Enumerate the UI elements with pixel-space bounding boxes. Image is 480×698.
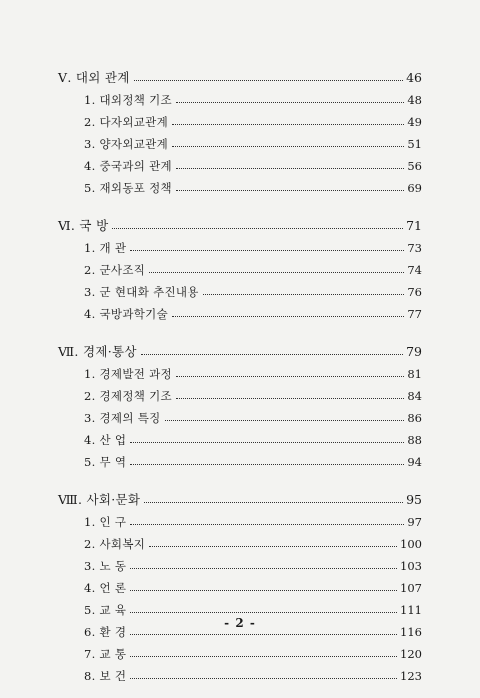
- dot-leader: [130, 441, 404, 443]
- dot-leader: [176, 375, 404, 377]
- entry-page: 49: [407, 115, 422, 129]
- toc-section-heading: [58, 62, 422, 85]
- section-page: 95: [406, 492, 422, 507]
- dot-leader: [130, 463, 404, 465]
- dot-leader: [130, 677, 397, 679]
- entry-title: 6. 환 경: [84, 625, 127, 639]
- dot-leader: [176, 101, 404, 103]
- dot-leader: [149, 545, 397, 547]
- table-of-contents: [58, 62, 422, 698]
- toc-entry: [58, 447, 422, 469]
- entry-title: 5. 재외동포 정책: [84, 181, 172, 195]
- entry-page: 73: [407, 241, 422, 255]
- dot-leader: [130, 567, 397, 569]
- toc-entry: [58, 277, 422, 299]
- toc-section: [58, 62, 422, 195]
- toc-entry: [58, 425, 422, 447]
- entry-page: 76: [407, 285, 422, 299]
- entry-title: 5. 무 역: [84, 455, 127, 469]
- toc-entry: [58, 403, 422, 425]
- entry-page: 86: [407, 411, 422, 425]
- toc-entry: [58, 595, 422, 617]
- dot-leader: [165, 419, 405, 421]
- dot-leader: [112, 227, 403, 229]
- section-title: Ⅵ. 국 방: [58, 218, 109, 233]
- dot-leader: [130, 633, 397, 635]
- section-title: Ⅶ. 경제·통상: [58, 344, 137, 359]
- section-page: 46: [406, 70, 422, 85]
- dot-leader: [130, 249, 404, 251]
- entry-title: 4. 언 론: [84, 581, 127, 595]
- entry-page: 48: [407, 93, 422, 107]
- entry-page: 84: [407, 389, 422, 403]
- toc-section: [58, 336, 422, 469]
- entry-page: 123: [400, 669, 422, 683]
- dot-leader: [172, 315, 404, 317]
- entry-title: 2. 경제정책 기조: [84, 389, 172, 403]
- toc-entry: [58, 85, 422, 107]
- dot-leader: [130, 589, 397, 591]
- entry-title: 2. 사회복지: [84, 537, 146, 551]
- toc-entry: [58, 529, 422, 551]
- toc-section-heading: [58, 484, 422, 507]
- section-title: Ⅴ. 대외 관계: [58, 70, 130, 85]
- page-number: - 2 -: [224, 616, 256, 630]
- entry-page: 69: [407, 181, 422, 195]
- entry-title: 4. 중국과의 관계: [84, 159, 172, 173]
- entry-page: 94: [407, 455, 422, 469]
- toc-section: [58, 210, 422, 321]
- dot-leader: [130, 611, 397, 613]
- entry-page: 74: [407, 263, 422, 277]
- toc-section: [58, 484, 422, 683]
- entry-title: 1. 대외정책 기조: [84, 93, 172, 107]
- entry-page: 111: [400, 603, 422, 617]
- dot-leader: [203, 293, 405, 295]
- toc-entry: [58, 151, 422, 173]
- section-page: 79: [406, 344, 422, 359]
- toc-entry: [58, 661, 422, 683]
- toc-entry: [58, 107, 422, 129]
- entry-title: 3. 노 동: [84, 559, 127, 573]
- dot-leader: [176, 189, 404, 191]
- entry-title: 2. 군사조직: [84, 263, 146, 277]
- toc-entry: [58, 129, 422, 151]
- section-title: Ⅷ. 사회·문화: [58, 492, 141, 507]
- toc-entry: [58, 639, 422, 661]
- entry-title: 2. 다자외교관계: [84, 115, 168, 129]
- entry-title: 4. 국방과학기술: [84, 307, 168, 321]
- entry-title: 7. 교 통: [84, 647, 127, 661]
- entry-page: 97: [407, 515, 422, 529]
- entry-page: 56: [407, 159, 422, 173]
- entry-page: 116: [400, 625, 422, 639]
- toc-entry: [58, 573, 422, 595]
- toc-section-heading: [58, 210, 422, 233]
- toc-entry: [58, 255, 422, 277]
- dot-leader: [172, 123, 404, 125]
- entry-title: 3. 군 현대화 추진내용: [84, 285, 199, 299]
- entry-title: 5. 교 육: [84, 603, 127, 617]
- entry-title: 1. 인 구: [84, 515, 127, 529]
- toc-entry: [58, 359, 422, 381]
- entry-page: 120: [400, 647, 422, 661]
- entry-page: 103: [400, 559, 422, 573]
- entry-page: 107: [400, 581, 422, 595]
- dot-leader: [134, 79, 403, 81]
- toc-entry: [58, 551, 422, 573]
- entry-title: 4. 산 업: [84, 433, 127, 447]
- toc-entry: [58, 233, 422, 255]
- entry-page: 51: [407, 137, 422, 151]
- dot-leader: [172, 145, 404, 147]
- toc-entry: [58, 507, 422, 529]
- entry-title: 3. 경제의 특징: [84, 411, 161, 425]
- section-page: 71: [406, 218, 422, 233]
- dot-leader: [149, 271, 404, 273]
- entry-page: 77: [407, 307, 422, 321]
- entry-page: 88: [407, 433, 422, 447]
- dot-leader: [130, 523, 404, 525]
- dot-leader: [141, 353, 403, 355]
- entry-page: 100: [400, 537, 422, 551]
- entry-title: 1. 경제발전 과정: [84, 367, 172, 381]
- toc-section-heading: [58, 336, 422, 359]
- entry-title: 1. 개 관: [84, 241, 127, 255]
- entry-title: 3. 양자외교관계: [84, 137, 168, 151]
- toc-entry: [58, 381, 422, 403]
- toc-entry: [58, 173, 422, 195]
- entry-title: 8. 보 건: [84, 669, 127, 683]
- dot-leader: [176, 167, 404, 169]
- toc-entry: [58, 299, 422, 321]
- entry-page: 81: [407, 367, 422, 381]
- dot-leader: [176, 397, 404, 399]
- dot-leader: [144, 501, 403, 503]
